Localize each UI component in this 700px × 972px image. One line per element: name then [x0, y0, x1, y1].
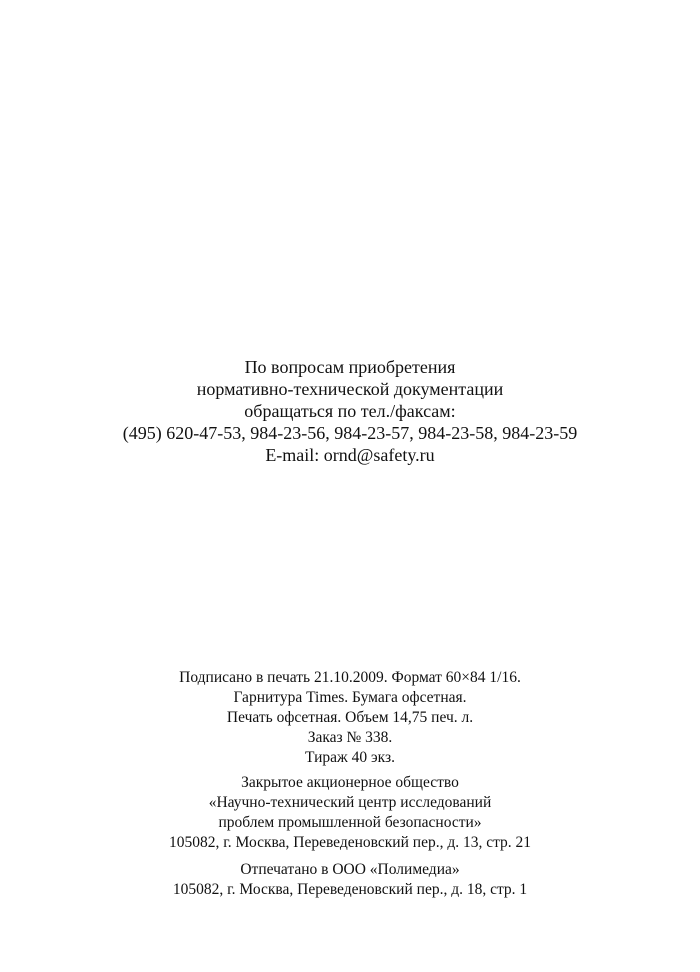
imprint-signed-format: Подписано в печать 21.10.2009. Формат 60×84 1/16. [179, 669, 521, 686]
contact-line-purchase: По вопросам приобретения [244, 357, 456, 377]
imprint-circulation: Тираж 40 экз. [305, 749, 395, 766]
publisher-block [0, 773, 700, 853]
publisher-address: 105082, г. Москва, Переведеновский пер., д. 13, стр. 21 [168, 834, 532, 851]
printer-name: Отпечатано в ООО «Полимедиа» [240, 861, 460, 878]
contact-info-block [0, 356, 700, 466]
printer-address: 105082, г. Москва, Переведеновский пер., д. 18, стр. 1 [172, 881, 528, 898]
imprint-block [0, 668, 700, 768]
imprint-typeface-paper: Гарнитура Times. Бумага офсетная. [233, 689, 467, 706]
publisher-name-line1: «Научно-технический центр исследований [208, 794, 492, 811]
contact-phone-numbers: (495) 620-47-53, 984-23-56, 984-23-57, 984-23-58, 984-23-59 [122, 423, 578, 443]
contact-line-call: обращаться по тел./факсам: [244, 401, 456, 421]
publisher-company-type: Закрытое акционерное общество [241, 774, 459, 791]
contact-line-documentation: нормативно-технической документации [196, 379, 504, 399]
contact-email: E-mail: ornd@safety.ru [265, 445, 435, 465]
publisher-name-line2: проблем промышленной безопасности» [218, 814, 482, 831]
printer-block [0, 860, 700, 900]
imprint-print-volume: Печать офсетная. Объем 14,75 печ. л. [226, 709, 474, 726]
imprint-order-number: Заказ № 338. [307, 729, 393, 746]
